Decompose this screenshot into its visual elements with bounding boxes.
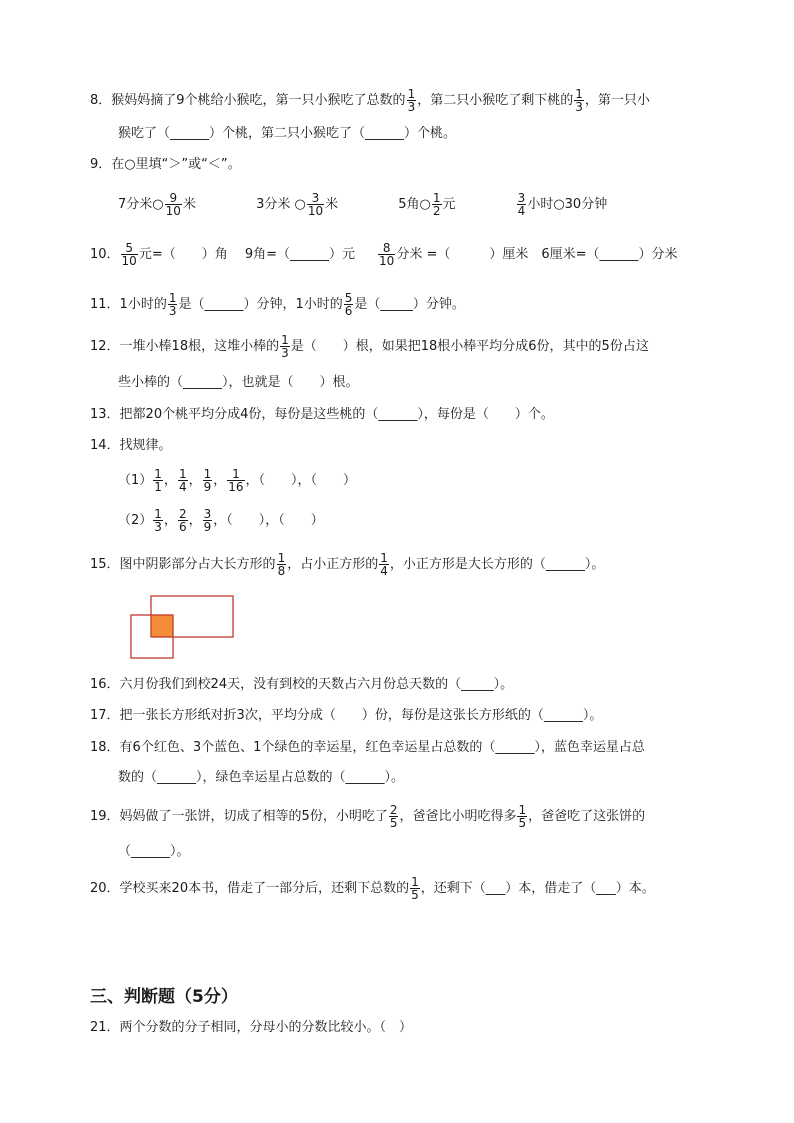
q10-fraction-1: $\frac{5}{10}$ — [121, 241, 137, 268]
q15-text-b: ，占小正方形的 — [287, 557, 379, 572]
question-19-cont — [118, 842, 190, 862]
question-9 — [90, 155, 241, 175]
question-18 — [90, 738, 645, 758]
q10-text-a: 元=（ ）角 9角=（______）元 — [138, 247, 356, 262]
q14-row1-comma-1: ， — [163, 473, 177, 488]
q16-text: 六月份我们到校24天，没有到校的天数占六月份总天数的（_____）。 — [119, 677, 514, 692]
question-14-row1 — [118, 468, 356, 493]
q21-number: 21． — [90, 1020, 120, 1035]
question-10 — [90, 242, 678, 267]
q12-text-a: 一堆小棒18根，这堆小棒的 — [119, 339, 280, 354]
q15-fraction-2: $\frac{1}{4}$ — [380, 551, 388, 578]
question-8-cont — [118, 124, 456, 144]
question-18-cont — [118, 768, 404, 788]
q8-fraction-1: $\frac{1}{3}$ — [407, 87, 416, 114]
q9-item2: 3分米 ○ — [256, 197, 306, 212]
question-20 — [90, 876, 655, 901]
q20-fraction: $\frac{1}{5}$ — [411, 875, 419, 902]
q14-row2-comma-2: ， — [188, 513, 202, 528]
q11-fraction-1: $\frac{1}{3}$ — [168, 291, 177, 318]
q14-row1-label: （1） — [118, 473, 153, 488]
q12-fraction: $\frac{1}{3}$ — [281, 333, 289, 360]
question-14 — [90, 436, 172, 456]
q9-item1-fraction: $\frac{9}{10}$ — [165, 191, 181, 218]
q19-fraction-1: $\frac{2}{5}$ — [389, 803, 398, 830]
q9-item3-unit: 元 — [442, 197, 456, 212]
q9-item4: 小时○30分钟 — [527, 197, 608, 212]
q10-number: 10． — [90, 247, 120, 262]
q9-item1-unit: 米 — [182, 197, 196, 212]
question-11 — [90, 292, 465, 317]
q14-row1-fraction-3: $\frac{1}{9}$ — [203, 467, 212, 494]
q17-text: 把一张长方形纸对折3次，平均分成（ ）份，每份是这张长方形纸的（______）。 — [119, 708, 603, 723]
q20-text-a: 学校买来20本书，借走了一部分后，还剩下总数的 — [119, 881, 410, 896]
question-9-items — [118, 192, 607, 217]
q19-text-b: ，爸爸比小明吃得多 — [399, 809, 517, 824]
q9-number: 9． — [90, 157, 112, 172]
q12-text-c: 些小棒的（______），也就是（ ）根。 — [118, 375, 359, 390]
q14-row1-comma-2: ， — [188, 473, 202, 488]
q9-item3-fraction: $\frac{1}{2}$ — [432, 191, 441, 218]
q18-text-b: 数的（______），绿色幸运星占总数的（______）。 — [118, 770, 405, 785]
q19-text-d: （______）。 — [118, 844, 190, 859]
question-12-cont — [118, 373, 359, 393]
q13-number: 13． — [90, 407, 120, 422]
q14-row1-fraction-4: $\frac{1}{16}$ — [228, 467, 244, 494]
q8-text-b: ，第二只小猴吃了剩下桃的 — [417, 93, 574, 108]
q13-text: 把都20个桃平均分成4份，每份是这些桃的（______），每份是（ ）个。 — [119, 407, 554, 422]
q8-text: 猴妈妈摘了9个桃给小猴吃，第一只小猴吃了总数的 — [111, 93, 406, 108]
q19-fraction-2: $\frac{1}{5}$ — [518, 803, 527, 830]
q8-number: 8． — [90, 93, 112, 108]
question-15 — [90, 552, 604, 577]
q20-text-b: ，还剩下（___）本，借走了（___）本。 — [420, 881, 655, 896]
q14-row2-fraction-3: $\frac{3}{9}$ — [203, 507, 212, 534]
question-19 — [90, 804, 645, 829]
q11-text-b: 是（______）分钟，1小时的 — [178, 297, 343, 312]
q16-number: 16． — [90, 677, 120, 692]
q14-row2-blanks: ，（ ），（ ） — [213, 513, 324, 528]
q12-number: 12． — [90, 339, 120, 354]
q8-text-c: ，第一只小 — [584, 93, 650, 108]
q9-item3: 5角○ — [398, 197, 431, 212]
q11-text-a: 1小时的 — [119, 297, 167, 312]
q20-number: 20． — [90, 881, 120, 896]
q11-text-c: 是（_____）分钟。 — [354, 297, 465, 312]
q19-text-c: ，爸爸吃了这张饼的 — [528, 809, 646, 824]
q14-row1-blanks: ，（ ），（ ） — [245, 473, 357, 488]
q15-number: 15． — [90, 557, 120, 572]
rectangles-figure — [128, 594, 238, 664]
q8-text-d: 猴吃了（______）个桃，第二只小猴吃了（______）个桃。 — [118, 126, 457, 141]
q21-text: 两个分数的分子相同，分母小的分数比较小。（ ） — [119, 1020, 413, 1035]
q8-fraction-2: $\frac{1}{3}$ — [575, 87, 583, 114]
q18-text-a: 有6个红色、3个蓝色、1个绿色的幸运星，红色幸运星占总数的（______），蓝色幸运星占总 — [119, 740, 645, 755]
q9-item2-fraction: $\frac{3}{10}$ — [307, 191, 324, 218]
q14-row2-label: （2） — [118, 513, 153, 528]
q15-fraction-1: $\frac{1}{8}$ — [277, 551, 286, 578]
q19-number: 19． — [90, 809, 120, 824]
section-3-heading: 三、判断题（5分） — [90, 987, 238, 1007]
q14-row1-comma-3: ， — [213, 473, 227, 488]
q9-text: 在○里填“＞”或“＜”。 — [111, 157, 241, 172]
q12-text-b: 是（ ）根，如果把18根小棒平均分成6份，其中的5份占这 — [290, 339, 649, 354]
q15-text-c: ，小正方形是大长方形的（______）。 — [389, 557, 605, 572]
q10-fraction-2: $\frac{8}{10}$ — [379, 241, 395, 268]
q14-row1-fraction-2: $\frac{1}{4}$ — [178, 467, 187, 494]
q14-row1-fraction-1: $\frac{1}{1}$ — [154, 467, 162, 494]
q14-row2-comma-1: ， — [163, 513, 177, 528]
question-21 — [90, 1018, 412, 1038]
q11-number: 11． — [90, 297, 120, 312]
question-13 — [90, 405, 554, 425]
q9-item2-unit: 米 — [325, 197, 339, 212]
q10-text-b: 分米 =（ ）厘米 6厘米=（______）分米 — [396, 247, 678, 262]
q14-number: 14． — [90, 438, 120, 453]
question-17 — [90, 706, 602, 726]
q18-number: 18． — [90, 740, 120, 755]
q19-text-a: 妈妈做了一张饼，切成了相等的5份，小明吃了 — [119, 809, 388, 824]
question-12 — [90, 334, 649, 359]
question-14-row2 — [118, 508, 324, 533]
q9-item4-fraction: $\frac{3}{4}$ — [517, 191, 526, 218]
question-8 — [90, 88, 650, 113]
q14-row2-fraction-1: $\frac{1}{3}$ — [154, 507, 162, 534]
q9-item1: 7分米○ — [118, 197, 164, 212]
question-16 — [90, 675, 513, 695]
q14-text: 找规律。 — [119, 438, 172, 453]
q15-text-a: 图中阴影部分占大长方形的 — [119, 557, 276, 572]
q11-fraction-2: $\frac{5}{6}$ — [344, 291, 353, 318]
shaded-overlap — [151, 615, 173, 637]
q14-row2-fraction-2: $\frac{2}{6}$ — [178, 507, 187, 534]
q17-number: 17． — [90, 708, 120, 723]
